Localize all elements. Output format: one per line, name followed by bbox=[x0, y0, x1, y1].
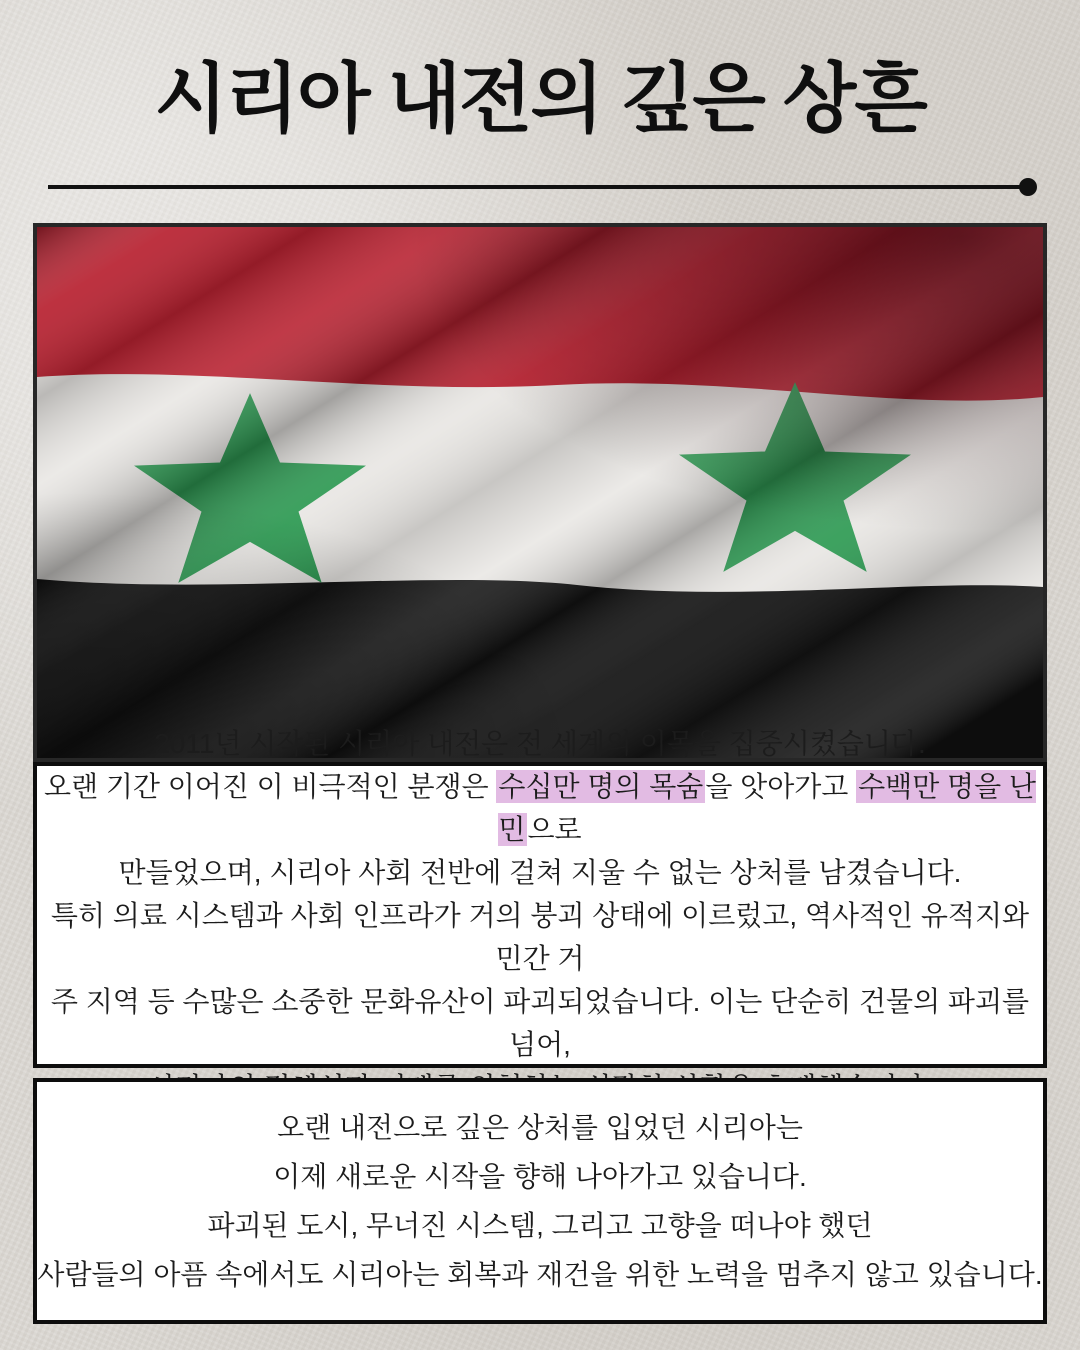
outro-line-1: 오랜 내전으로 깊은 상처를 입었던 시리아는 bbox=[277, 1112, 803, 1143]
page-title: 시리아 내전의 깊은 상흔 bbox=[154, 57, 926, 142]
intro-highlight-refugees: 수백만 명을 난민 bbox=[498, 770, 1036, 845]
intro-line-4: 특히 의료 시스템과 사회 인프라가 거의 붕괴 상태에 이르렀고, 역사적인 유적지와 민간 거 bbox=[50, 899, 1030, 974]
syria-flag-image bbox=[33, 223, 1047, 762]
divider-end-dot bbox=[1019, 178, 1037, 196]
outro-line-2: 이제 새로운 시작을 향해 나아가고 있습니다. bbox=[273, 1161, 807, 1192]
intro-line-2-pre: 오랜 기간 이어진 이 비극적인 분쟁은 bbox=[44, 770, 497, 802]
intro-line-3: 만들었으며, 시리아 사회 전반에 걸쳐 지울 수 없는 상처를 남겼습니다. bbox=[118, 856, 962, 888]
intro-card bbox=[33, 727, 1047, 1068]
intro-line-2-post: 으로 bbox=[527, 813, 582, 845]
intro-line-5: 주 지역 등 수많은 소중한 문화유산이 파괴되었습니다. 이는 단순히 건물의 파괴를 넘어, bbox=[50, 985, 1030, 1060]
syria-flag-graphic bbox=[37, 227, 1043, 758]
intro-highlight-casualties: 수십만 명의 목숨 bbox=[498, 770, 704, 802]
outro-card bbox=[33, 1078, 1047, 1324]
outro-line-3: 파괴된 도시, 무너진 시스템, 그리고 고향을 떠나야 했던 bbox=[207, 1210, 873, 1241]
outro-line-4: 사람들의 아픔 속에서도 시리아는 회복과 재건을 위한 노력을 멈추지 않고 있습니다. bbox=[37, 1259, 1043, 1290]
title-divider bbox=[48, 185, 1028, 189]
intro-line-2-mid: 을 앗아가고 bbox=[705, 770, 857, 802]
flag-corner-shadow-bottom-left bbox=[37, 227, 1043, 758]
intro-line-1: 2011년 시작된 시리아 내전은 전 세계의 이목을 집중시켰습니다. bbox=[154, 727, 926, 759]
intro-line-2 bbox=[37, 765, 1043, 851]
